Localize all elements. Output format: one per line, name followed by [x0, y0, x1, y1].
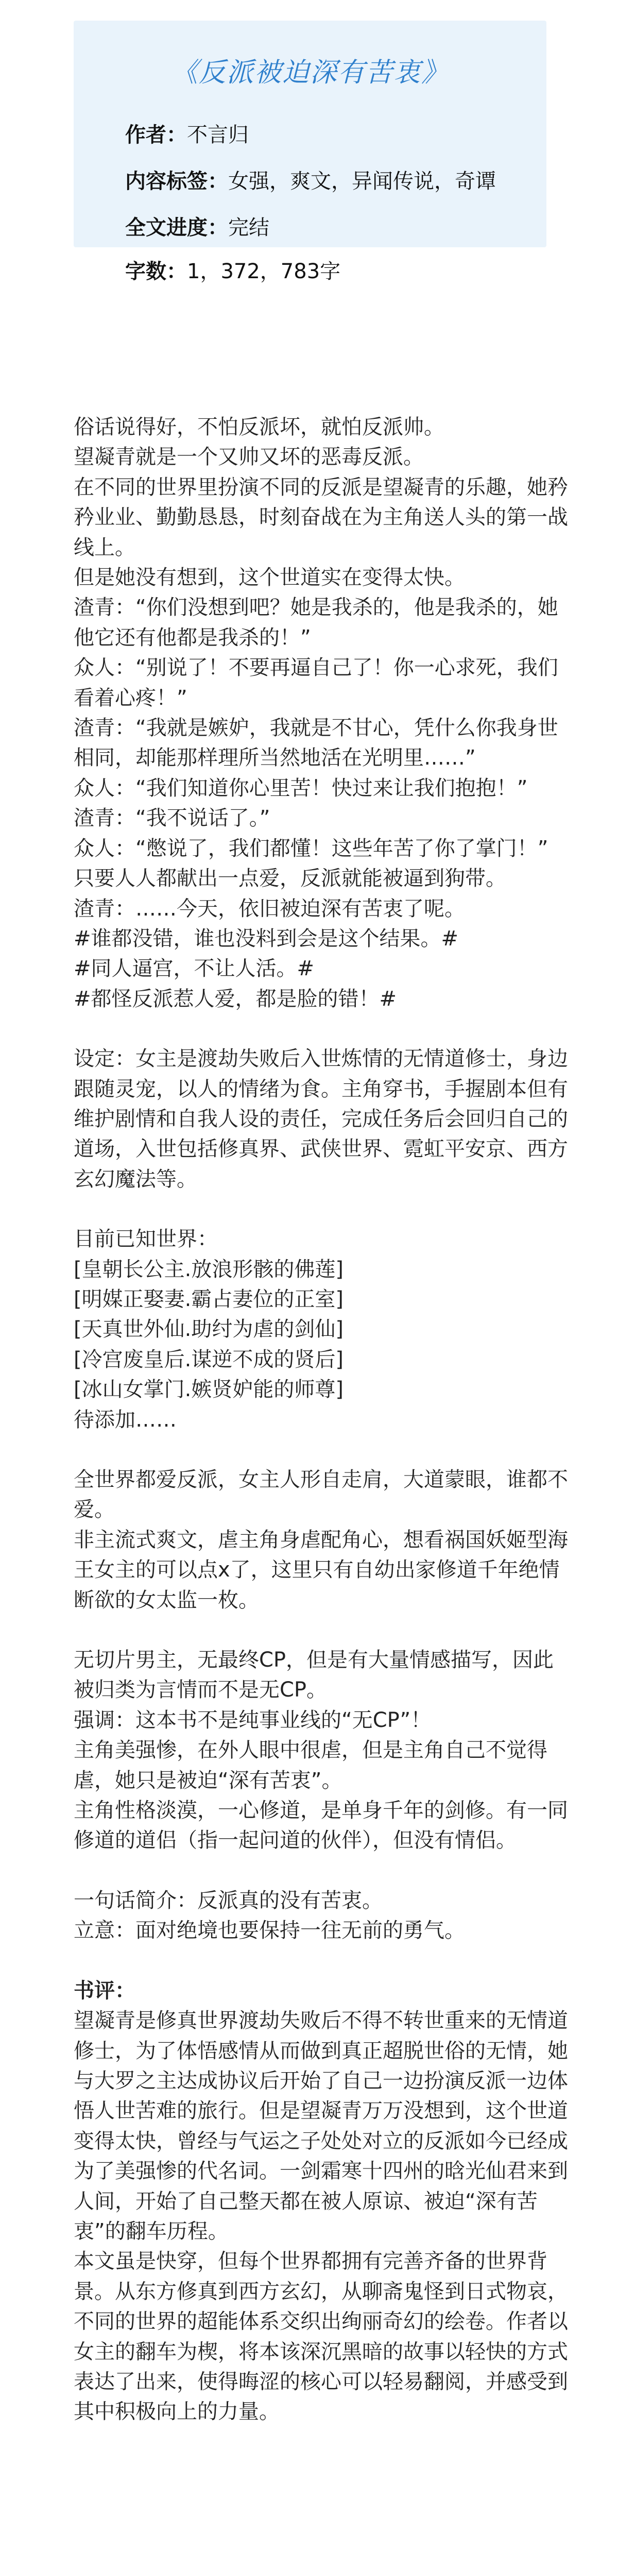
intro-line: 渣青：……今天，依旧被迫深有苦衷了呢。 — [74, 896, 465, 921]
paragraph: 主角性格淡漠，一心修道，是单身千年的剑修。有一同修道的道侣（指一起问道的伙伴），但没有情侣。 — [74, 1799, 568, 1853]
paragraph: 非主流式爽文，虐主角身虐配角心，想看祸国妖姬型海王女主的可以点x了，这里只有自幼出家修道千年绝情断欲的女太监一枚。 — [74, 1528, 568, 1612]
wordcount-label: 字数： — [125, 260, 187, 283]
worlds-heading: 目前已知世界： — [74, 1227, 218, 1251]
intro-line: 渣青：“我就是嫉妒，我就是不甘心，凭什么你我身世相同，却能那样理所当然地活在光明里……” — [74, 716, 558, 770]
intro-line: 望凝青就是一个又帅又坏的恶毒反派。 — [74, 445, 424, 469]
intro-line: 众人：“我们知道你心里苦！快过来让我们抱抱！” — [74, 776, 528, 800]
world-item: 待添加…… — [74, 1408, 177, 1432]
intro-line: 众人：“别说了！不要再逼自己了！你一心求死，我们看着心疼！” — [74, 656, 558, 710]
book-info-card — [74, 21, 546, 283]
author-value: 不言归 — [187, 123, 249, 147]
review-paragraph: 望凝青是修真世界渡劫失败后不得不转世重来的无情道修士，为了体悟感情从而做到真正超脱世俗的无情，她与大罗之主达成协议后开始了自己一边扮演反派一边体悟人世苦难的旅行。但是望凝青万万没想到，这个世道变得太快，曾经与气运之子处处对立的反派如今已经成为了美强惨的代名词。一剑霜寒十四州的晗光仙君来到人间，开始了自己整天都在被人原谅、被迫“深有苦衷”的翻车历程。 — [74, 2009, 568, 2243]
tags-label: 内容标签： — [125, 170, 228, 193]
summary-line: 一句话简介：反派真的没有苦衷。 — [74, 1888, 383, 1912]
intro-line: 在不同的世界里扮演不同的反派是望凝青的乐趣，她矜矜业业、勤勤恳恳，时刻奋战在为主角送人头的第一战线上。 — [74, 475, 568, 560]
intro-line: 众人：“憋说了，我们都懂！这些年苦了你了掌门！” — [74, 836, 548, 860]
hashtag-line: #谁都没错，谁也没料到会是这个结果。# — [74, 926, 459, 951]
world-item: [明媒正娶妻.霸占妻位的正室] — [74, 1287, 344, 1311]
world-item: [皇朝长公主.放浪形骸的佛莲] — [74, 1257, 344, 1281]
review-heading: 书评： — [74, 1978, 135, 2003]
world-item: [冷宫废皇后.谋逆不成的贤后] — [74, 1347, 344, 1371]
world-item: [天真世外仙.助纣为虐的剑仙] — [74, 1317, 344, 1342]
progress-row — [125, 211, 269, 241]
intro-line: 但是她没有想到，这个世道实在变得太快。 — [74, 566, 465, 590]
intro-line: 渣青：“我不说话了。” — [74, 806, 270, 831]
world-item: [冰山女掌门.嫉贤妒能的师尊] — [74, 1378, 344, 1402]
intro-line: 俗话说得好，不怕反派坏，就怕反派帅。 — [74, 415, 444, 439]
hashtag-line: #都怪反派惹人爱，都是脸的错！# — [74, 987, 397, 1011]
theme-line: 立意：面对绝境也要保持一往无前的勇气。 — [74, 1919, 465, 1943]
tags-value: 女强，爽文，异闻传说，奇谭 — [228, 170, 496, 193]
intro-line: 渣青：“你们没想到吧？她是我杀的，他是我杀的，她他它还有他都是我杀的！” — [74, 596, 558, 650]
progress-value: 完结 — [228, 216, 269, 240]
book-title: 《反派被迫深有苦衷》 — [170, 57, 449, 88]
review-paragraph: 本文虽是快穿，但每个世界都拥有完善齐备的世界背景。从东方修真到西方玄幻，从聊斋鬼怪到日式物哀，不同的世界的超能体系交织出绚丽奇幻的绘卷。作者以女主的翻车为楔，将本该深沉黑暗的故事以轻快的方式表达了出来，使得晦涩的核心可以轻易翻阅，并感受到其中积极向上的力量。 — [74, 2249, 568, 2424]
author-row — [125, 118, 249, 148]
wordcount-value: 1，372，783字 — [187, 260, 341, 283]
progress-label: 全文进度： — [125, 216, 228, 240]
setting-paragraph: 设定：女主是渡劫失败后入世炼情的无情道修士，身边跟随灵宠，以人的情绪为食。主角穿书，手握剧本但有维护剧情和自我人设的责任，完成任务后会回归自己的道场，入世包括修真界、武侠世界、霓虹平安京、西方玄幻魔法等。 — [74, 1047, 568, 1191]
paragraph: 无切片男主，无最终CP，但是有大量情感描写，因此被归类为言情而不是无CP。 — [74, 1648, 554, 1702]
paragraph: 全世界都爱反派，女主人形自走肩，大道蒙眼，谁都不爱。 — [74, 1468, 568, 1522]
tags-row — [125, 165, 496, 194]
hashtag-line: #同人逼宫，不让人活。# — [74, 957, 315, 981]
paragraph: 主角美强惨，在外人眼中很虐，但是主角自己不觉得虐，她只是被迫“深有苦衷”。 — [74, 1738, 547, 1792]
author-label: 作者： — [125, 123, 187, 147]
intro-line: 只要人人都献出一点爱，反派就能被逼到狗带。 — [74, 867, 506, 891]
article-body — [74, 412, 568, 2427]
wordcount-row — [125, 255, 340, 284]
paragraph: 强调：这本书不是纯事业线的“无CP”！ — [74, 1708, 432, 1732]
